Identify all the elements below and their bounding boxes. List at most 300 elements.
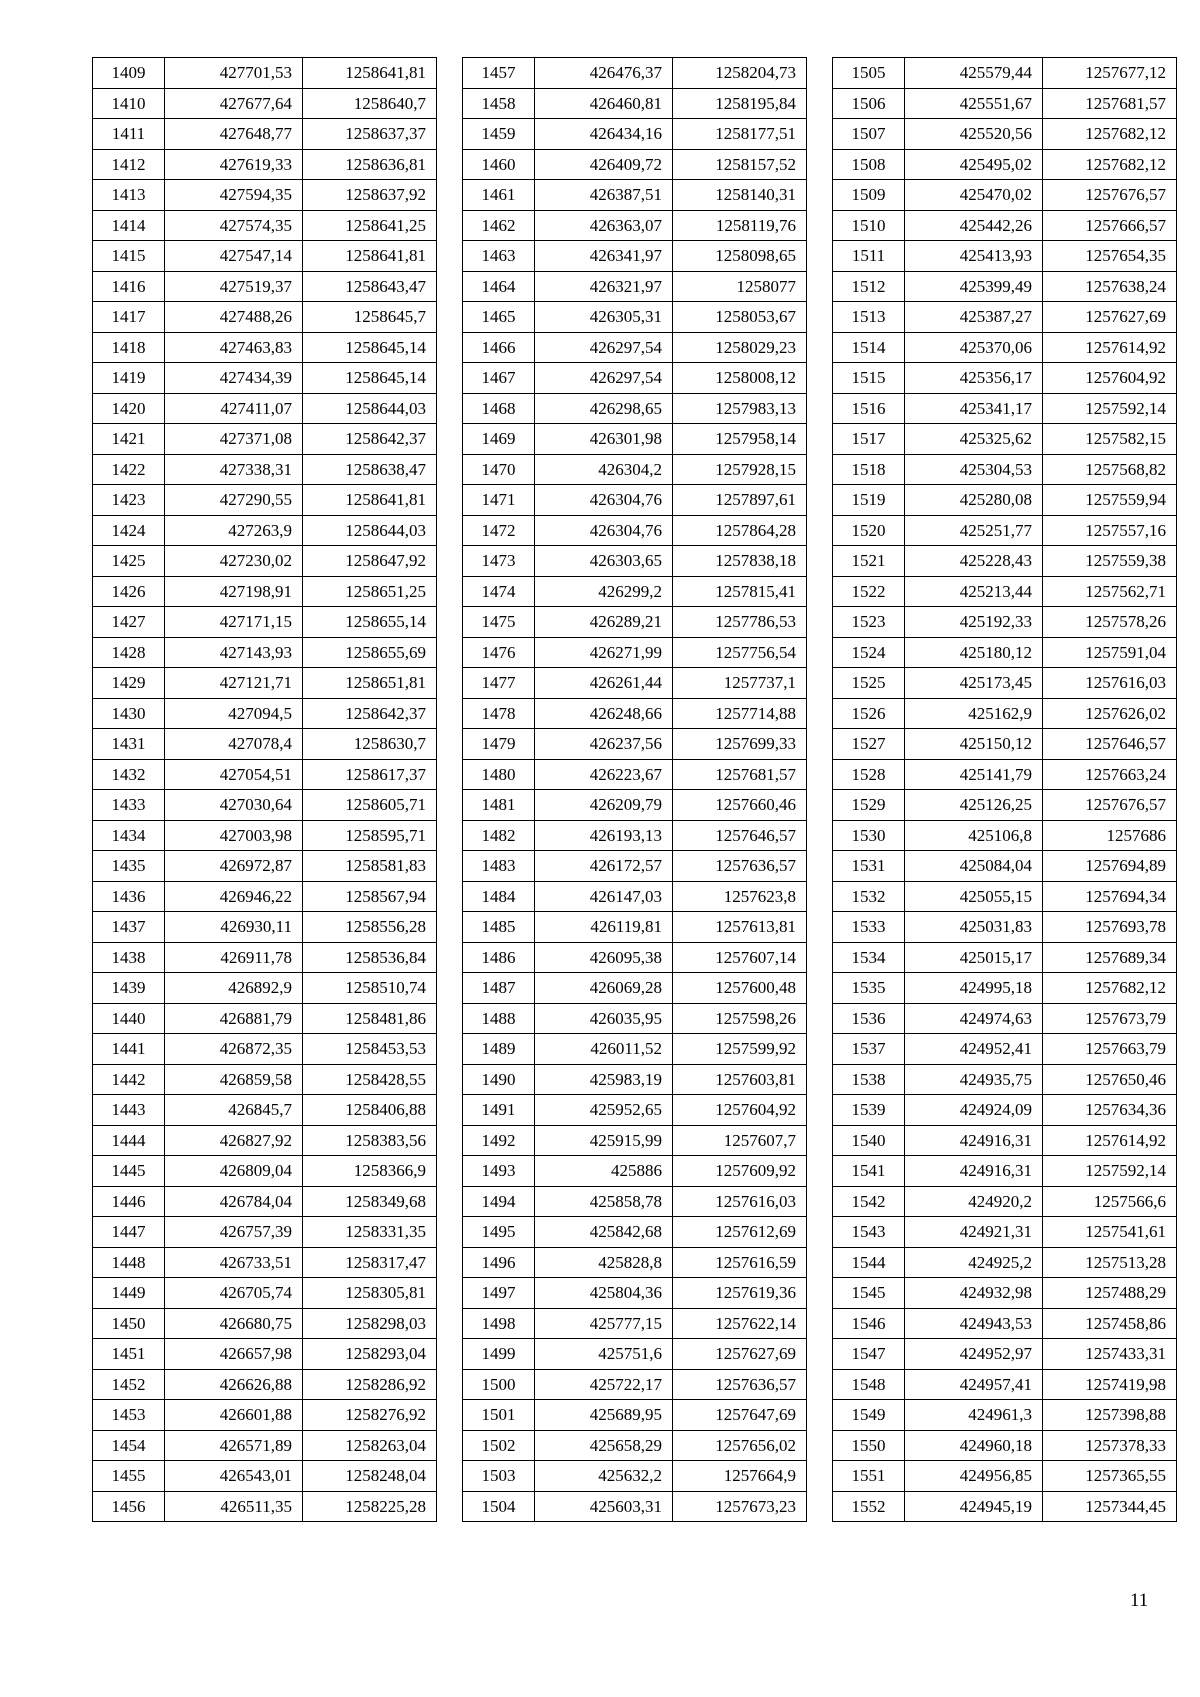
x-coordinate-cell: 424932,98 [905,1278,1043,1309]
y-coordinate-cell: 1258642,37 [303,424,437,455]
point-number-cell: 1494 [463,1186,535,1217]
table-row [463,973,807,1004]
y-coordinate-cell: 1258567,94 [303,881,437,912]
y-coordinate-cell: 1258140,31 [673,180,807,211]
table-row [93,180,437,211]
y-coordinate-cell: 1257694,34 [1043,881,1177,912]
table-row [833,302,1177,333]
table-row [463,1400,807,1431]
table-row [93,607,437,638]
x-coordinate-cell: 426303,65 [535,546,673,577]
x-coordinate-cell: 425162,9 [905,698,1043,729]
y-coordinate-cell: 1258225,28 [303,1491,437,1522]
x-coordinate-cell: 427463,83 [165,332,303,363]
table-row [833,1186,1177,1217]
point-number-cell: 1520 [833,515,905,546]
y-coordinate-cell: 1258383,56 [303,1125,437,1156]
point-number-cell: 1526 [833,698,905,729]
table-row [93,942,437,973]
x-coordinate-cell: 425777,15 [535,1308,673,1339]
x-coordinate-cell: 425751,6 [535,1339,673,1370]
table-row [93,1217,437,1248]
y-coordinate-cell: 1257591,04 [1043,637,1177,668]
x-coordinate-cell: 427094,5 [165,698,303,729]
table-row [463,241,807,272]
point-number-cell: 1474 [463,576,535,607]
point-number-cell: 1517 [833,424,905,455]
point-number-cell: 1539 [833,1095,905,1126]
x-coordinate-cell: 427143,93 [165,637,303,668]
point-number-cell: 1414 [93,210,165,241]
x-coordinate-cell: 426946,22 [165,881,303,912]
table-row [93,729,437,760]
point-number-cell: 1435 [93,851,165,882]
table-row [833,607,1177,638]
y-coordinate-cell: 1257344,45 [1043,1491,1177,1522]
table-row [463,942,807,973]
point-number-cell: 1429 [93,668,165,699]
x-coordinate-cell: 426304,76 [535,515,673,546]
point-number-cell: 1425 [93,546,165,577]
x-coordinate-cell: 425579,44 [905,58,1043,89]
x-coordinate-cell: 426733,51 [165,1247,303,1278]
x-coordinate-cell: 426859,58 [165,1064,303,1095]
x-coordinate-cell: 425842,68 [535,1217,673,1248]
x-coordinate-cell: 425031,83 [905,912,1043,943]
y-coordinate-cell: 1258644,03 [303,515,437,546]
x-coordinate-cell: 424952,97 [905,1339,1043,1370]
x-coordinate-cell: 426705,74 [165,1278,303,1309]
point-number-cell: 1534 [833,942,905,973]
y-coordinate-cell: 1258204,73 [673,58,807,89]
x-coordinate-cell: 426011,52 [535,1034,673,1065]
table-row [833,1003,1177,1034]
y-coordinate-cell: 1258617,37 [303,759,437,790]
table-row [463,698,807,729]
table-row [463,515,807,546]
point-number-cell: 1465 [463,302,535,333]
y-coordinate-cell: 1258195,84 [673,88,807,119]
table-row [463,1430,807,1461]
table-row [833,698,1177,729]
table-row [463,759,807,790]
table-row [93,393,437,424]
table-row [93,1003,437,1034]
point-number-cell: 1420 [93,393,165,424]
y-coordinate-cell: 1257681,57 [673,759,807,790]
y-coordinate-cell: 1257541,61 [1043,1217,1177,1248]
y-coordinate-cell: 1257592,14 [1043,393,1177,424]
point-number-cell: 1516 [833,393,905,424]
point-number-cell: 1489 [463,1034,535,1065]
table-row [93,515,437,546]
y-coordinate-cell: 1257619,36 [673,1278,807,1309]
y-coordinate-cell: 1257682,12 [1043,973,1177,1004]
table-row [93,210,437,241]
y-coordinate-cell: 1258637,92 [303,180,437,211]
x-coordinate-cell: 425341,17 [905,393,1043,424]
x-coordinate-cell: 424945,19 [905,1491,1043,1522]
point-number-cell: 1454 [93,1430,165,1461]
y-coordinate-cell: 1257582,15 [1043,424,1177,455]
x-coordinate-cell: 426409,72 [535,149,673,180]
table-row [93,1186,437,1217]
table-row [463,454,807,485]
y-coordinate-cell: 1258276,92 [303,1400,437,1431]
y-coordinate-cell: 1257636,57 [673,851,807,882]
point-number-cell: 1413 [93,180,165,211]
table-row [463,1034,807,1065]
y-coordinate-cell: 1257838,18 [673,546,807,577]
point-number-cell: 1485 [463,912,535,943]
point-number-cell: 1444 [93,1125,165,1156]
x-coordinate-cell: 426845,7 [165,1095,303,1126]
point-number-cell: 1439 [93,973,165,1004]
x-coordinate-cell: 427677,64 [165,88,303,119]
x-coordinate-cell: 427574,35 [165,210,303,241]
point-number-cell: 1463 [463,241,535,272]
x-coordinate-cell: 426571,89 [165,1430,303,1461]
point-number-cell: 1424 [93,515,165,546]
y-coordinate-cell: 1258298,03 [303,1308,437,1339]
coordinate-table-2 [462,57,807,1522]
point-number-cell: 1461 [463,180,535,211]
point-number-cell: 1525 [833,668,905,699]
y-coordinate-cell: 1257592,14 [1043,1156,1177,1187]
y-coordinate-cell: 1258177,51 [673,119,807,150]
point-number-cell: 1488 [463,1003,535,1034]
table-row [463,1095,807,1126]
y-coordinate-cell: 1257616,03 [1043,668,1177,699]
table-row [93,1369,437,1400]
x-coordinate-cell: 425886 [535,1156,673,1187]
y-coordinate-cell: 1257693,78 [1043,912,1177,943]
x-coordinate-cell: 426321,97 [535,271,673,302]
table-row [93,149,437,180]
x-coordinate-cell: 427594,35 [165,180,303,211]
point-number-cell: 1530 [833,820,905,851]
y-coordinate-cell: 1258630,7 [303,729,437,760]
table-row [463,1369,807,1400]
point-number-cell: 1409 [93,58,165,89]
y-coordinate-cell: 1257673,23 [673,1491,807,1522]
point-number-cell: 1438 [93,942,165,973]
point-number-cell: 1532 [833,881,905,912]
x-coordinate-cell: 426299,2 [535,576,673,607]
x-coordinate-cell: 427171,15 [165,607,303,638]
x-coordinate-cell: 426304,2 [535,454,673,485]
point-number-cell: 1522 [833,576,905,607]
y-coordinate-cell: 1257513,28 [1043,1247,1177,1278]
x-coordinate-cell: 424961,3 [905,1400,1043,1431]
point-number-cell: 1544 [833,1247,905,1278]
y-coordinate-cell: 1257676,57 [1043,790,1177,821]
x-coordinate-cell: 425658,29 [535,1430,673,1461]
y-coordinate-cell: 1258157,52 [673,149,807,180]
table-row [463,271,807,302]
y-coordinate-cell: 1257686 [1043,820,1177,851]
x-coordinate-cell: 427290,55 [165,485,303,516]
point-number-cell: 1410 [93,88,165,119]
y-coordinate-cell: 1257689,34 [1043,942,1177,973]
x-coordinate-cell: 426172,57 [535,851,673,882]
table-row [463,790,807,821]
table-row [93,332,437,363]
table-row [463,119,807,150]
x-coordinate-cell: 425015,17 [905,942,1043,973]
table-row [93,1125,437,1156]
point-number-cell: 1437 [93,912,165,943]
y-coordinate-cell: 1257928,15 [673,454,807,485]
y-coordinate-cell: 1258293,04 [303,1339,437,1370]
x-coordinate-cell: 424960,18 [905,1430,1043,1461]
table-row [833,271,1177,302]
y-coordinate-cell: 1257433,31 [1043,1339,1177,1370]
x-coordinate-cell: 425141,79 [905,759,1043,790]
x-coordinate-cell: 425251,77 [905,515,1043,546]
x-coordinate-cell: 426434,16 [535,119,673,150]
y-coordinate-cell: 1258645,14 [303,332,437,363]
x-coordinate-cell: 425828,8 [535,1247,673,1278]
y-coordinate-cell: 1257634,36 [1043,1095,1177,1126]
point-number-cell: 1457 [463,58,535,89]
table-row [93,485,437,516]
point-number-cell: 1531 [833,851,905,882]
y-coordinate-cell: 1257983,13 [673,393,807,424]
x-coordinate-cell: 426387,51 [535,180,673,211]
table-row [833,363,1177,394]
point-number-cell: 1431 [93,729,165,760]
y-coordinate-cell: 1257604,92 [673,1095,807,1126]
x-coordinate-cell: 424943,53 [905,1308,1043,1339]
x-coordinate-cell: 426930,11 [165,912,303,943]
y-coordinate-cell: 1258536,84 [303,942,437,973]
table-row [93,454,437,485]
point-number-cell: 1490 [463,1064,535,1095]
y-coordinate-cell: 1257419,98 [1043,1369,1177,1400]
y-coordinate-cell: 1258641,81 [303,58,437,89]
table-row [463,1003,807,1034]
y-coordinate-cell: 1257714,88 [673,698,807,729]
x-coordinate-cell: 426193,13 [535,820,673,851]
y-coordinate-cell: 1258286,92 [303,1369,437,1400]
point-number-cell: 1411 [93,119,165,150]
y-coordinate-cell: 1257622,14 [673,1308,807,1339]
y-coordinate-cell: 1257458,86 [1043,1308,1177,1339]
y-coordinate-cell: 1258651,25 [303,576,437,607]
point-number-cell: 1499 [463,1339,535,1370]
table-row [93,912,437,943]
y-coordinate-cell: 1257603,81 [673,1064,807,1095]
y-coordinate-cell: 1257568,82 [1043,454,1177,485]
x-coordinate-cell: 427030,64 [165,790,303,821]
point-number-cell: 1507 [833,119,905,150]
point-number-cell: 1528 [833,759,905,790]
x-coordinate-cell: 425106,8 [905,820,1043,851]
point-number-cell: 1502 [463,1430,535,1461]
x-coordinate-cell: 425325,62 [905,424,1043,455]
x-coordinate-cell: 425280,08 [905,485,1043,516]
table-row [833,332,1177,363]
y-coordinate-cell: 1258406,88 [303,1095,437,1126]
x-coordinate-cell: 426601,88 [165,1400,303,1431]
table-row [93,302,437,333]
point-number-cell: 1524 [833,637,905,668]
point-number-cell: 1470 [463,454,535,485]
y-coordinate-cell: 1257958,14 [673,424,807,455]
table-row [93,1064,437,1095]
y-coordinate-cell: 1257663,24 [1043,759,1177,790]
table-row [93,637,437,668]
table-row [833,1339,1177,1370]
point-number-cell: 1513 [833,302,905,333]
table-row [463,546,807,577]
table-row [93,1247,437,1278]
y-coordinate-cell: 1258645,7 [303,302,437,333]
y-coordinate-cell: 1257559,94 [1043,485,1177,516]
table-row [463,881,807,912]
y-coordinate-cell: 1258655,69 [303,637,437,668]
table-row [463,149,807,180]
point-number-cell: 1515 [833,363,905,394]
point-number-cell: 1419 [93,363,165,394]
y-coordinate-cell: 1257604,92 [1043,363,1177,394]
y-coordinate-cell: 1258263,04 [303,1430,437,1461]
y-coordinate-cell: 1257647,69 [673,1400,807,1431]
point-number-cell: 1442 [93,1064,165,1095]
point-number-cell: 1471 [463,485,535,516]
table-row [833,393,1177,424]
table-row [833,1125,1177,1156]
x-coordinate-cell: 425915,99 [535,1125,673,1156]
x-coordinate-cell: 426301,98 [535,424,673,455]
y-coordinate-cell: 1258638,47 [303,454,437,485]
x-coordinate-cell: 426297,54 [535,332,673,363]
x-coordinate-cell: 426341,97 [535,241,673,272]
x-coordinate-cell: 427230,02 [165,546,303,577]
table-row [833,1400,1177,1431]
table-row [93,820,437,851]
table-row [463,1339,807,1370]
y-coordinate-cell: 1258643,47 [303,271,437,302]
y-coordinate-cell: 1258641,81 [303,241,437,272]
y-coordinate-cell: 1257694,89 [1043,851,1177,882]
y-coordinate-cell: 1258248,04 [303,1461,437,1492]
table-row [833,881,1177,912]
point-number-cell: 1483 [463,851,535,882]
x-coordinate-cell: 425983,19 [535,1064,673,1095]
point-number-cell: 1434 [93,820,165,851]
point-number-cell: 1477 [463,668,535,699]
y-coordinate-cell: 1257682,12 [1043,149,1177,180]
point-number-cell: 1473 [463,546,535,577]
point-number-cell: 1459 [463,119,535,150]
y-coordinate-cell: 1258029,23 [673,332,807,363]
table-row [93,1095,437,1126]
y-coordinate-cell: 1257365,55 [1043,1461,1177,1492]
point-number-cell: 1479 [463,729,535,760]
y-coordinate-cell: 1257699,33 [673,729,807,760]
point-number-cell: 1551 [833,1461,905,1492]
point-number-cell: 1487 [463,973,535,1004]
x-coordinate-cell: 425150,12 [905,729,1043,760]
x-coordinate-cell: 427519,37 [165,271,303,302]
y-coordinate-cell: 1258642,37 [303,698,437,729]
y-coordinate-cell: 1257650,46 [1043,1064,1177,1095]
y-coordinate-cell: 1257737,1 [673,668,807,699]
table-row [93,424,437,455]
y-coordinate-cell: 1258331,35 [303,1217,437,1248]
point-number-cell: 1427 [93,607,165,638]
y-coordinate-cell: 1257559,38 [1043,546,1177,577]
x-coordinate-cell: 425632,2 [535,1461,673,1492]
x-coordinate-cell: 424956,85 [905,1461,1043,1492]
point-number-cell: 1484 [463,881,535,912]
point-number-cell: 1546 [833,1308,905,1339]
point-number-cell: 1538 [833,1064,905,1095]
point-number-cell: 1464 [463,271,535,302]
table-row [463,576,807,607]
table-row [93,58,437,89]
x-coordinate-cell: 427371,08 [165,424,303,455]
table-row [833,1491,1177,1522]
x-coordinate-cell: 425495,02 [905,149,1043,180]
table-row [93,698,437,729]
x-coordinate-cell: 424920,2 [905,1186,1043,1217]
table-row [833,1308,1177,1339]
point-number-cell: 1548 [833,1369,905,1400]
point-number-cell: 1497 [463,1278,535,1309]
y-coordinate-cell: 1257656,02 [673,1430,807,1461]
x-coordinate-cell: 427648,77 [165,119,303,150]
point-number-cell: 1540 [833,1125,905,1156]
point-number-cell: 1511 [833,241,905,272]
point-number-cell: 1550 [833,1430,905,1461]
point-number-cell: 1472 [463,515,535,546]
y-coordinate-cell: 1257488,29 [1043,1278,1177,1309]
table-row [833,241,1177,272]
point-number-cell: 1422 [93,454,165,485]
y-coordinate-cell: 1257677,12 [1043,58,1177,89]
point-number-cell: 1417 [93,302,165,333]
x-coordinate-cell: 426460,81 [535,88,673,119]
y-coordinate-cell: 1257614,92 [1043,1125,1177,1156]
table-row [93,88,437,119]
x-coordinate-cell: 426757,39 [165,1217,303,1248]
table-row [93,546,437,577]
y-coordinate-cell: 1257578,26 [1043,607,1177,638]
point-number-cell: 1514 [833,332,905,363]
table-row [93,119,437,150]
x-coordinate-cell: 425804,36 [535,1278,673,1309]
x-coordinate-cell: 425173,45 [905,668,1043,699]
y-coordinate-cell: 1257609,92 [673,1156,807,1187]
y-coordinate-cell: 1257613,81 [673,912,807,943]
table-row [833,729,1177,760]
x-coordinate-cell: 426827,92 [165,1125,303,1156]
point-number-cell: 1418 [93,332,165,363]
table-row [463,729,807,760]
x-coordinate-cell: 424916,31 [905,1156,1043,1187]
y-coordinate-cell: 1257646,57 [1043,729,1177,760]
table-row [833,58,1177,89]
y-coordinate-cell: 1257600,48 [673,973,807,1004]
table-row [463,820,807,851]
point-number-cell: 1541 [833,1156,905,1187]
y-coordinate-cell: 1258645,14 [303,363,437,394]
y-coordinate-cell: 1257612,69 [673,1217,807,1248]
point-number-cell: 1415 [93,241,165,272]
